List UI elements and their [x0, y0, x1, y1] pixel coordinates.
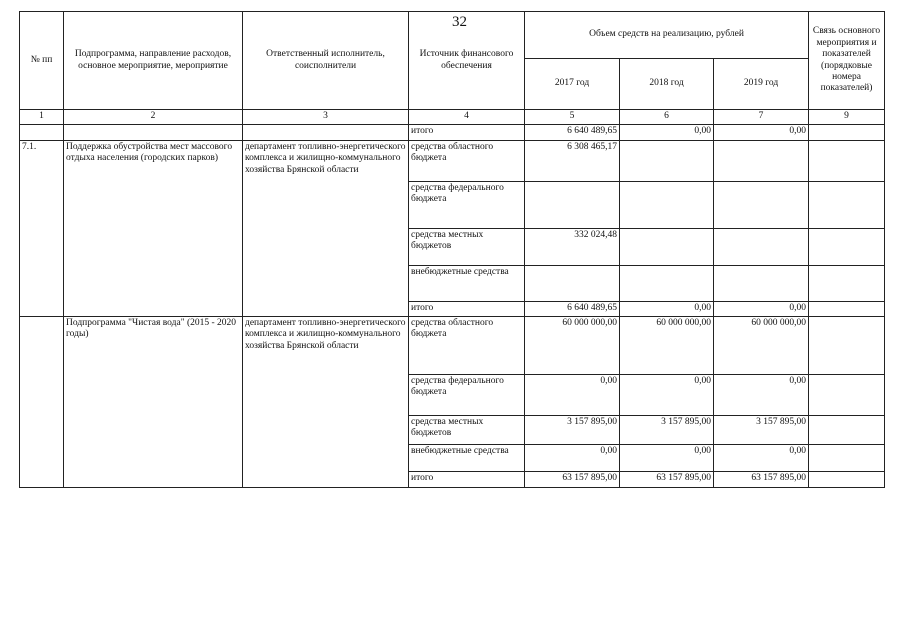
column-number: 2 [64, 110, 243, 125]
program-name: Поддержка обустройства мест массового отдыха населения (городских парков) [64, 141, 243, 317]
value-2018 [620, 182, 714, 229]
header-year-2017: 2017 год [525, 59, 620, 110]
value-2018: 60 000 000,00 [620, 317, 714, 375]
value-2018: 0,00 [620, 445, 714, 472]
value-2017: 0,00 [525, 445, 620, 472]
value-2017: 332 024,48 [525, 229, 620, 266]
executor-name: департамент топливно-энергетического комплекса и жилищно-коммунального хозяйства Брянской области [243, 317, 409, 488]
total-2019: 0,00 [714, 302, 809, 317]
column-number: 4 [409, 110, 525, 125]
funding-source: средства местных бюджетов [409, 229, 525, 266]
page-number: 32 [452, 14, 467, 30]
table-row [20, 141, 885, 182]
row-number [20, 317, 64, 488]
total-2018: 0,00 [620, 125, 714, 141]
value-2017: 6 308 465,17 [525, 141, 620, 182]
header-num: № пп [20, 12, 64, 110]
value-2019: 0,00 [714, 445, 809, 472]
column-number: 6 [620, 110, 714, 125]
funding-source: средства федерального бюджета [409, 182, 525, 229]
value-2017 [525, 266, 620, 302]
header-row [20, 12, 885, 59]
value-2018 [620, 229, 714, 266]
total-2017: 6 640 489,65 [525, 125, 620, 141]
table-row [20, 317, 885, 375]
value-2017: 0,00 [525, 375, 620, 416]
header-volume: Объем средств на реализацию, рублей [525, 12, 809, 59]
column-number: 5 [525, 110, 620, 125]
budget-table [19, 11, 885, 488]
value-2019: 3 157 895,00 [714, 416, 809, 445]
header-executor: Ответственный исполнитель, соисполнители [243, 12, 409, 110]
table-row-top-total [20, 125, 885, 141]
program-name: Подпрограмма "Чистая вода" (2015 - 2020 годы) [64, 317, 243, 488]
funding-source: внебюджетные средства [409, 266, 525, 302]
value-2018: 3 157 895,00 [620, 416, 714, 445]
header-source: Источник финансового обеспечения [409, 12, 525, 110]
total-2019: 63 157 895,00 [714, 472, 809, 488]
total-label: итого [409, 125, 525, 141]
executor-name: департамент топливно-энергетического комплекса и жилищно-коммунального хозяйства Брянской области [243, 141, 409, 317]
total-label: итого [409, 302, 525, 317]
header-year-2019: 2019 год [714, 59, 809, 110]
total-2017: 63 157 895,00 [525, 472, 620, 488]
column-number: 3 [243, 110, 409, 125]
column-number: 9 [809, 110, 885, 125]
total-2019: 0,00 [714, 125, 809, 141]
value-2019 [714, 266, 809, 302]
row-number: 7.1. [20, 141, 64, 317]
column-number: 7 [714, 110, 809, 125]
funding-source: средства федерального бюджета [409, 375, 525, 416]
header-link: Связь основного мероприятия и показателей (порядковые номера показателей) [809, 12, 885, 110]
funding-source: средства областного бюджета [409, 141, 525, 182]
funding-source: внебюджетные средства [409, 445, 525, 472]
total-2018: 0,00 [620, 302, 714, 317]
column-numbers-row [20, 110, 885, 125]
total-label: итого [409, 472, 525, 488]
column-number: 1 [20, 110, 64, 125]
value-2019 [714, 141, 809, 182]
total-2017: 6 640 489,65 [525, 302, 620, 317]
value-2019 [714, 182, 809, 229]
total-2018: 63 157 895,00 [620, 472, 714, 488]
value-2019: 60 000 000,00 [714, 317, 809, 375]
funding-source: средства областного бюджета [409, 317, 525, 375]
header-program: Подпрограмма, направление расходов, основное мероприятие, мероприятие [64, 12, 243, 110]
value-2017: 3 157 895,00 [525, 416, 620, 445]
funding-source: средства местных бюджетов [409, 416, 525, 445]
value-2018 [620, 266, 714, 302]
value-2018: 0,00 [620, 375, 714, 416]
value-2017 [525, 182, 620, 229]
value-2018 [620, 141, 714, 182]
value-2019 [714, 229, 809, 266]
value-2019: 0,00 [714, 375, 809, 416]
header-year-2018: 2018 год [620, 59, 714, 110]
value-2017: 60 000 000,00 [525, 317, 620, 375]
